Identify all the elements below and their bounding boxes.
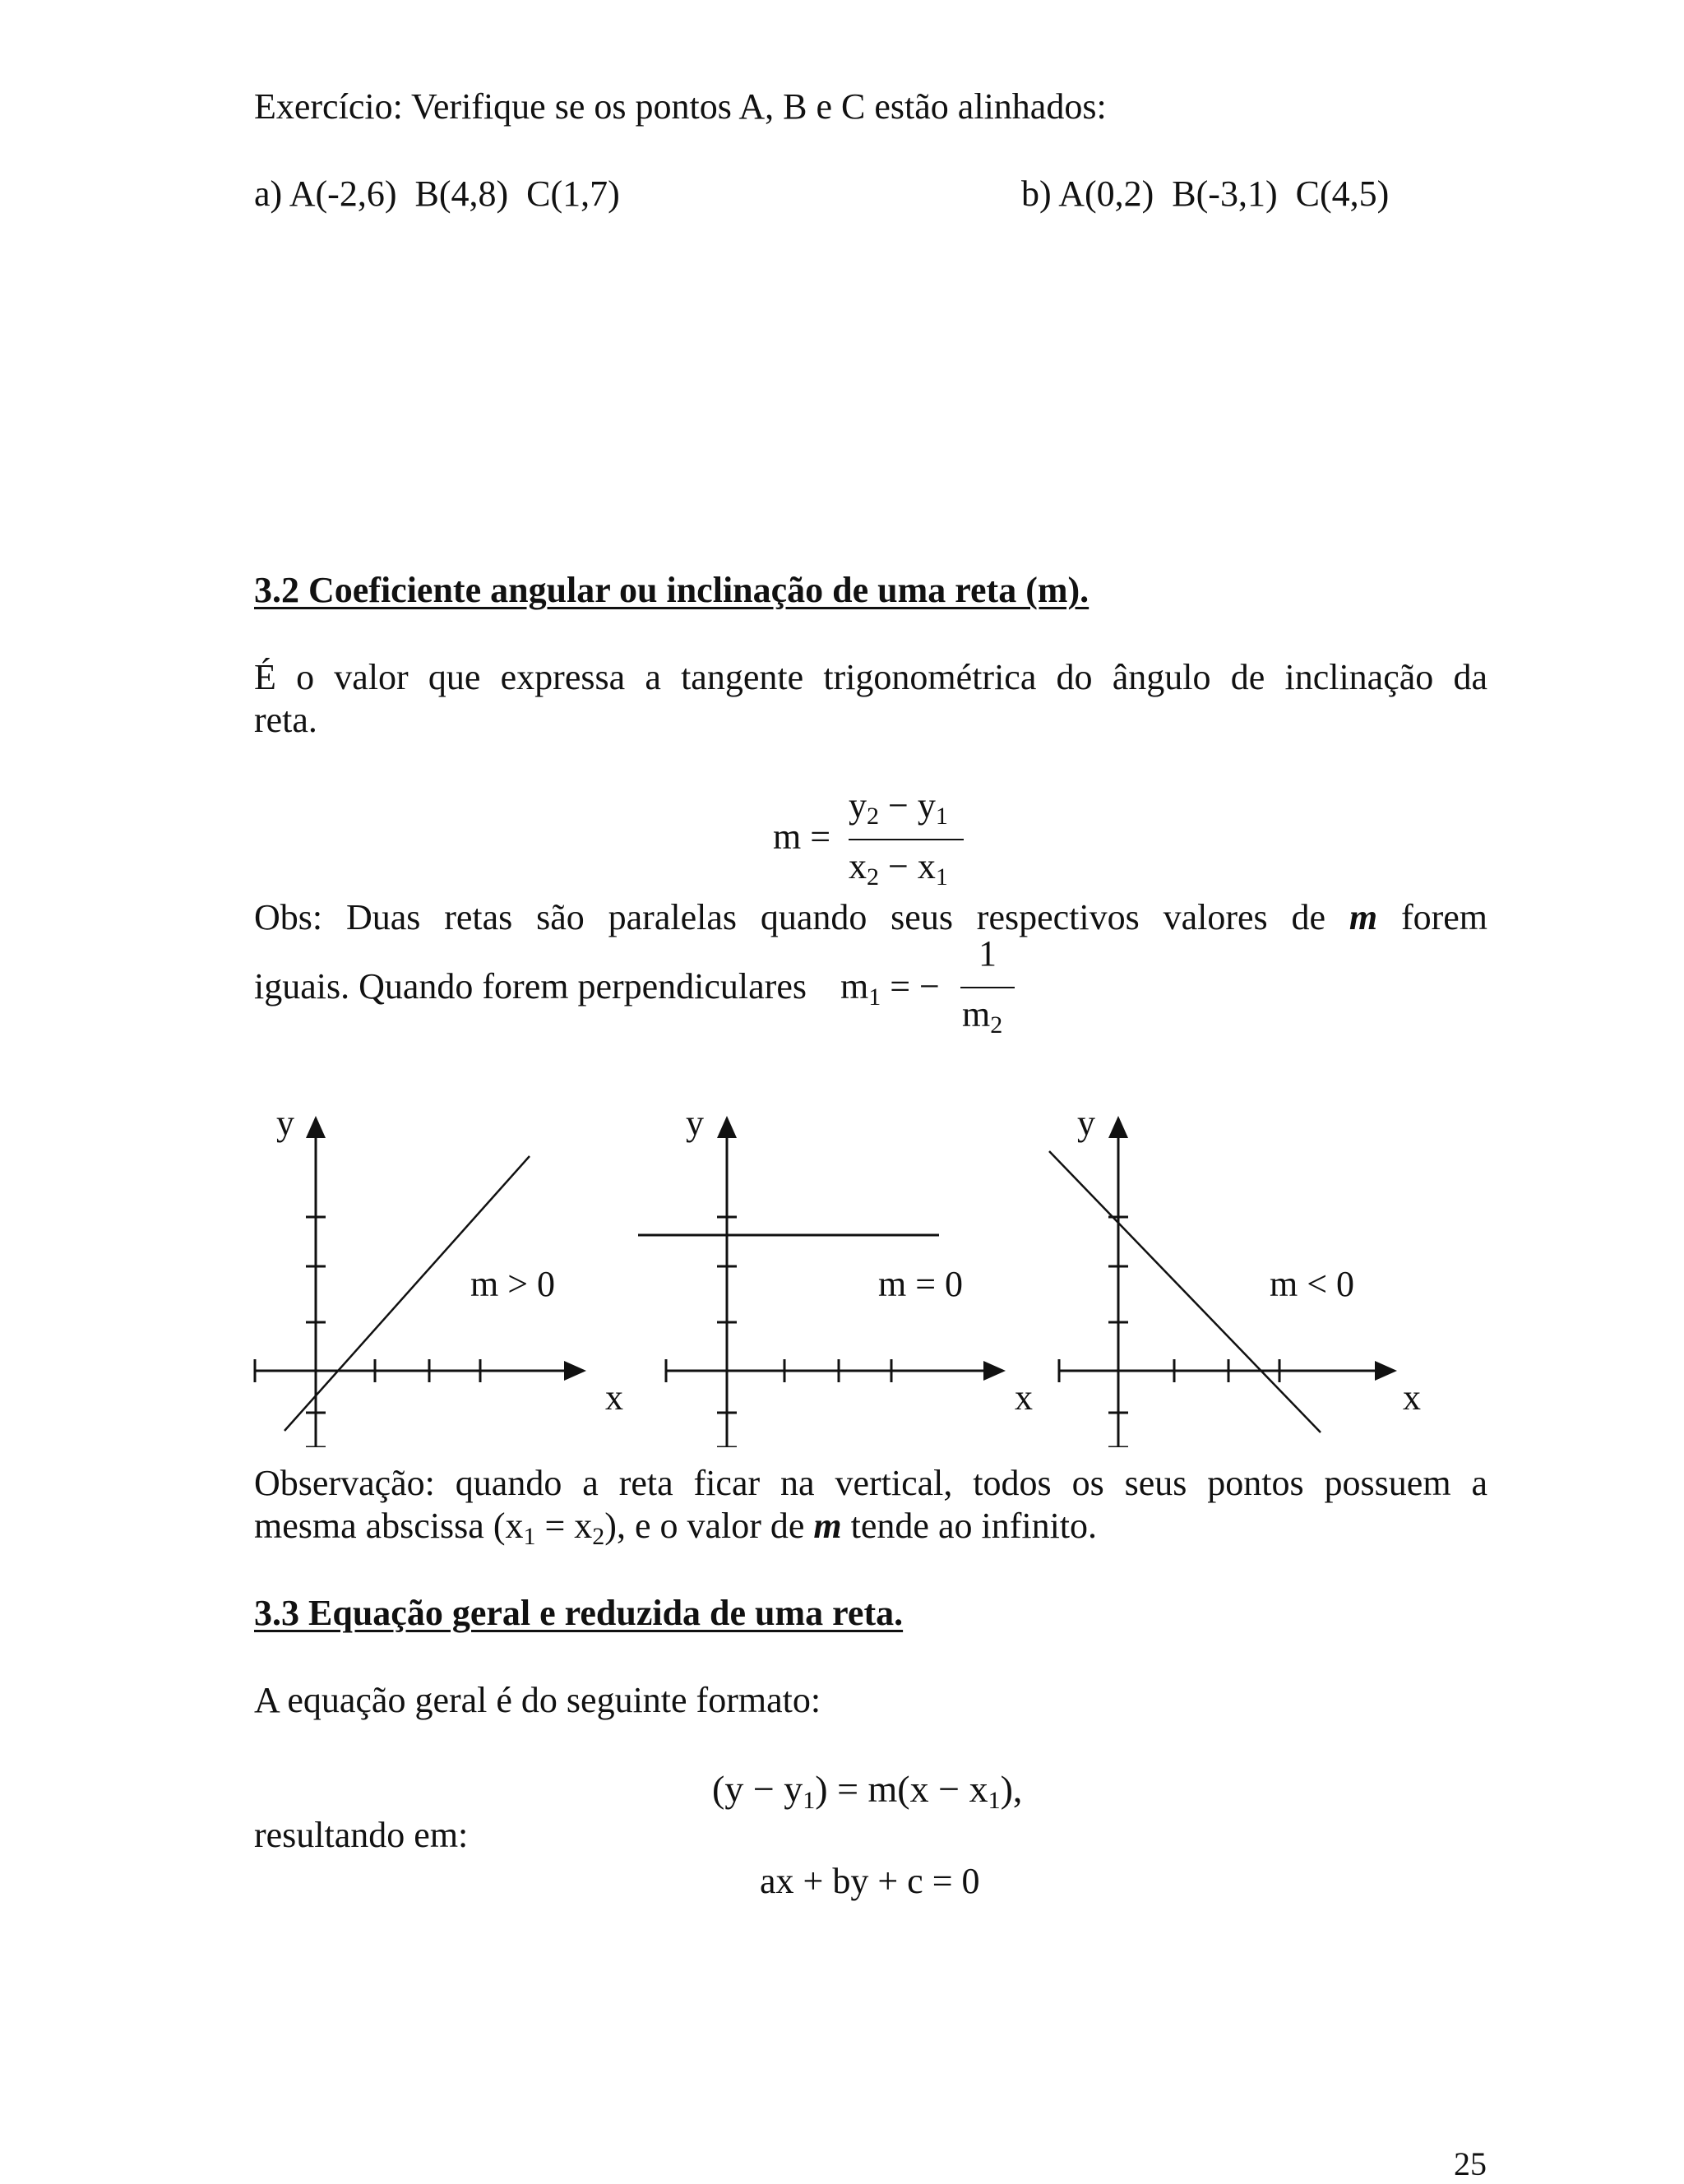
x-label: x — [1015, 1377, 1033, 1418]
y-label: y — [276, 1103, 294, 1143]
slope-label: m > 0 — [470, 1264, 556, 1304]
slope-formula-lhs: m = — [773, 817, 831, 857]
general-equation: ax + by + c = 0 — [760, 1861, 980, 1901]
slope-formula-bar — [849, 839, 964, 840]
definition-line-2: reta. — [254, 700, 317, 740]
perp-lhs: $m_1$ = − — [840, 966, 940, 1011]
x-label: x — [605, 1377, 623, 1418]
slope-formula-denominator: $x_2 - x_1$ — [849, 846, 948, 891]
slope-graphs — [0, 1102, 1684, 1447]
slope-label: m < 0 — [1270, 1264, 1355, 1304]
exercise-item-a: a) A(-2,6) B(4,8) C(1,7) — [254, 174, 620, 214]
y-label: y — [686, 1103, 704, 1143]
page-number: 25 — [1454, 2145, 1487, 2182]
slope-formula — [773, 785, 970, 896]
y-label: y — [1077, 1103, 1095, 1143]
obs-line-1: Obs: Duas retas são paralelas quando seus respectivos valores de m forem — [254, 897, 1487, 937]
slope-formula-numerator: $y_2 - y_1$ — [849, 785, 948, 830]
x-label: x — [1403, 1377, 1421, 1418]
definition-line-1: É o valor que expressa a tangente trigonométrica do ângulo de inclinação da — [254, 657, 1487, 697]
section-3-3-heading: 3.3 Equação geral e reduzida de uma reta. — [254, 1593, 904, 1633]
obs-line-2: iguais. Quando forem perpendiculares — [254, 966, 807, 1006]
graph-negative-slope — [1049, 1103, 1421, 1447]
slope-label: m = 0 — [878, 1264, 964, 1304]
exercise-item-b: b) A(0,2) B(-3,1) C(4,5) — [1021, 174, 1390, 214]
perpendicular-formula — [840, 933, 1029, 1044]
graph-zero-slope — [638, 1103, 1033, 1447]
exercise-title: Exercício: Verifique se os pontos A, B e C estão alinhados: — [254, 86, 1107, 127]
section-3-2-heading: 3.2 Coeficiente angular ou inclinação de uma reta (m). — [254, 570, 1090, 610]
general-equation-intro: A equação geral é do seguinte formato: — [254, 1680, 821, 1720]
graph-positive-slope — [255, 1103, 623, 1447]
observation-line-2: mesma abscissa $(x_1 = x_2)$, e o valor de m tende ao infinito. — [254, 1506, 1098, 1550]
point-slope-equation: $(y - y_1) = m(x - x_1)$, — [712, 1768, 1023, 1814]
perp-bar — [960, 987, 1015, 988]
observation-line-1: Observação: quando a reta ficar na vertical, todos os seus pontos possuem a — [254, 1463, 1487, 1503]
perp-denominator: $m_2$ — [962, 994, 1003, 1039]
resulting-label: resultando em: — [254, 1815, 469, 1855]
perp-numerator: 1 — [978, 933, 997, 974]
